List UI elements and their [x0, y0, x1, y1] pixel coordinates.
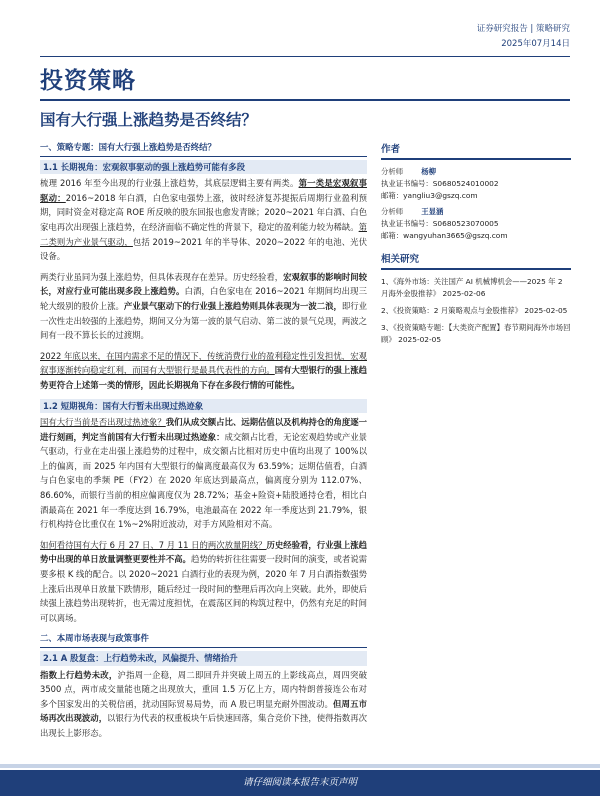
report-date: 2025年07月14日 — [501, 39, 570, 49]
paragraph-1: 梳理 2016 年至今出现的行业强上涨趋势，其底层逻辑主要有两类。第一类是宏观叙事驱动：2016~2018 年白酒，白色家电强势上涨，彼时经济复苏提振后周期行业盈利预期，同时资金对稳定高 ROE 所反映的股东回报也愈发青睐；2020~2021 年白酒、白色家电再次出现强上涨趋势，在经济面临不确定性的背景下，稳定的盈利能力较为稀缺。第二类则为产业景气驱动，包括 2019~2021 年的半导体、2020~2022 年的电池、光伏设备。 — [40, 178, 368, 262]
paragraph-6: 指数上行趋势未改，沪指周一企稳，周二即回升并突破上周五的上影线高点，周四突破 3500 点，两市成交量能也随之出现放大，重回 1.5 万亿上方，周内特朗普接连公布对多个国家发出的关税信函，扰动国际贸易局势，而 A 股已明显充耐外围波动。但周五市场再次出现波动，以银行为代表的权重板块午后快速回落，集合竞价下挫，使得指数再次出现长上影形态。 — [40, 669, 368, 738]
analyst-1-cert: 执业证书编号：S0680524010002 — [381, 179, 499, 188]
footer-disclaimer: 请仔细阅读本报告末页声明 — [0, 770, 600, 796]
subsection-1-1: 1.1 长期视角：宏观叙事驱动的强上涨趋势可能有多段 — [40, 160, 367, 175]
section-heading-1: 一、策略专题：国有大行强上涨趋势是否终结？ — [40, 140, 367, 157]
subsection-2-1: 2.1 A 股复盘：上行趋势未改，风偏提升、情绪抬升 — [40, 651, 367, 666]
section-heading-2: 二、本周市场表现与政策事件 — [40, 631, 367, 648]
analyst-1-email[interactable]: 邮箱：yangliu3@gszq.com — [381, 191, 478, 200]
report-header — [477, 22, 570, 52]
header-divider — [40, 56, 570, 57]
analyst-1: 分析师 杨柳 — [381, 167, 436, 176]
analyst-2-cert: 执业证书编号：S0680523070005 — [381, 219, 499, 228]
page-title: 国有大行强上涨趋势是否终结？ — [40, 111, 258, 129]
related-research-heading: 相关研究 — [381, 254, 571, 270]
analyst-2-email[interactable]: 邮箱：wangyuhan3665@gszq.com — [381, 231, 508, 240]
related-item[interactable]: 2、《投资策略：2 月策略观点与金股推荐》 2025-02-05 — [381, 306, 568, 315]
main-column — [40, 140, 367, 747]
related-item[interactable]: 1、《海外市场：关注国产 AI 机械博机会——2025 年 2 月海外金股推荐》 2025-02-06 — [381, 277, 563, 298]
brand-divider — [40, 99, 570, 101]
paragraph-3: 2022 年底以来，在国内需求不足的情况下，传统消费行业的盈利稳定性引发担忧，宏观叙事逐渐转向稳定红利，而国有大型银行是最具代表性的方向。国有大型银行的强上涨趋势更符合上述第一类的情形，因此长期视角下存在多段行情的可能性。 — [40, 350, 368, 390]
analyst-2: 分析师 王显涵 — [381, 207, 444, 216]
report-category: 策略研究 — [535, 24, 570, 34]
paragraph-5: 如何看待国有大行 6 月 27 日、7 月 11 日的两次放量阴线？历史经验看，行业强上涨趋势中出现的单日放量调整更要性并不高。趋势的转折往往需要一段时间的演变，或者说需要多根 K 线的配合。以 2020~2021 白酒行业的表现为例，2020 年 7 月白酒指数强势上涨后出现单日放量下跌情形，随后经过一段时间的整理后再次向上突破。此外，即使后续强上涨趋势出现转折，也无需过度担忧，在震荡区间的构筑过程中，仍然有充足的时间可以离场。 — [40, 539, 368, 623]
subsection-1-2: 1.2 短期视角：国有大行暂未出现过热迹象 — [40, 399, 367, 414]
paragraph-4: 国有大行当前是否出现过热迹象？我们从成交额占比、远期估值以及机构持仓的角度逐一进行刻画，判定当前国有大行暂未出现过热迹象：成交额占比看，无论宏观趋势或产业景气驱动，行业在走出强上涨趋势的过程中，成交额占比相对历史中值均出现了 100%以上的偏离，而 2025 年内国有大型银行的偏离度最高仅为 63.59%；远期估值看，白酒与白色家电的季频 PE（FY2）在 2020 年底达到最高点，偏离度分别为 112.07%、86.60%，而银行当前的相应偏离度仅为 28.72%；基金+险资+陆股通持仓看，相比白酒最高在 2021 年一季度达到 16.79%，电池最高在 2022 年一季度达到 21.79%，银行机构持仓比重仅在 1%~2%附近波动，对手方风险相对不高。 — [40, 417, 368, 530]
related-item[interactable]: 3、《投资策略专题：【大类资产配置】春节期间海外市场回顾》 2025-02-05 — [381, 323, 571, 344]
paragraph-2: 两类行业虽同为强上涨趋势，但具体表现存在差异。历史经验看，宏观叙事的影响时间较长，对应行业可能出现多段上涨趋势。白酒，白色家电在 2016~2021 年期间均出现三轮大级别的股价上涨。产业景气驱动下的行业强上涨趋势则具体表现为一波二浪，即行业一次性走出较强的上涨趋势，期间又分为第一波的景气启动、第二波的景气兑现，两波之间有一段不算长长的过渡期。 — [40, 271, 368, 341]
report-brand: 投资策略 — [40, 68, 136, 94]
header-category-line — [477, 22, 570, 37]
authors-heading: 作者 — [381, 144, 571, 160]
footer-accent — [0, 764, 600, 768]
header-separator: | — [530, 24, 534, 34]
sidebar — [381, 140, 571, 351]
report-type: 证券研究报告 — [476, 24, 528, 34]
